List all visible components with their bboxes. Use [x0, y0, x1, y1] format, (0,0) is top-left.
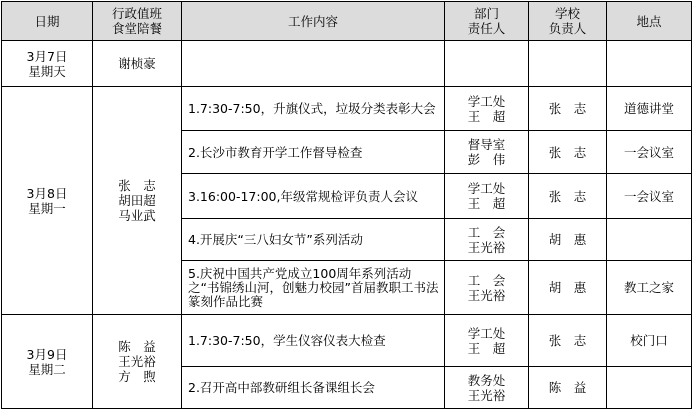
work-cell: 2.长沙市教育开学工作督导检查 [182, 131, 445, 174]
header-school: 学校 负责人 [529, 2, 607, 41]
school-cell: 陈 益 [529, 367, 607, 409]
header-date: 日期 [2, 2, 93, 41]
duty-cell: 陈 益 王光裕 方 煦 [93, 315, 182, 409]
header-place: 地点 [607, 2, 692, 41]
header-duty: 行政值班 食堂陪餐 [93, 2, 182, 41]
dept-cell-empty [445, 41, 529, 87]
place-cell: 教工之家 [607, 261, 692, 315]
place-cell: 校门口 [607, 315, 692, 367]
date-cell: 3月7日 星期天 [2, 41, 93, 87]
school-cell: 胡 惠 [529, 261, 607, 315]
work-cell: 5.庆祝中国共产党成立100周年系列活动之“书锦绣山河，创魅力校园”首届教职工书法篆刻作品比赛 [182, 261, 445, 315]
work-cell: 1.7:30-7:50，学生仪容仪表大检查 [182, 315, 445, 367]
place-cell-empty [607, 41, 692, 87]
work-cell: 4.开展庆“三八妇女节”系列活动 [182, 219, 445, 261]
school-cell-empty [529, 41, 607, 87]
header-work: 工作内容 [182, 2, 445, 41]
place-cell [607, 367, 692, 409]
school-cell: 张 志 [529, 131, 607, 174]
table-row [2, 315, 692, 367]
place-cell: 一会议室 [607, 174, 692, 219]
schedule-table [1, 1, 692, 409]
table-row [2, 87, 692, 131]
dept-cell: 学工处 王 超 [445, 315, 529, 367]
school-cell: 张 志 [529, 315, 607, 367]
date-cell: 3月9日 星期二 [2, 315, 93, 409]
header-dept: 部门 责任人 [445, 2, 529, 41]
place-cell: 道德讲堂 [607, 87, 692, 131]
dept-cell: 教务处 王光裕 [445, 367, 529, 409]
dept-cell: 学工处 王 超 [445, 174, 529, 219]
school-cell: 胡 惠 [529, 219, 607, 261]
work-cell: 2.召开高中部教研组长备课组长会 [182, 367, 445, 409]
dept-cell: 学工处 王 超 [445, 87, 529, 131]
work-cell: 1.7:30-7:50，升旗仪式，垃圾分类表彰大会 [182, 87, 445, 131]
dept-cell: 工 会 王光裕 [445, 261, 529, 315]
table-row [2, 41, 692, 87]
work-cell-empty [182, 41, 445, 87]
dept-cell: 督导室 彭 伟 [445, 131, 529, 174]
school-cell: 张 志 [529, 87, 607, 131]
duty-cell: 张 志 胡田超 马业武 [93, 87, 182, 315]
dept-cell: 工 会 王光裕 [445, 219, 529, 261]
school-cell: 张 志 [529, 174, 607, 219]
work-cell: 3.16:00-17:00,年级常规检评负责人会议 [182, 174, 445, 219]
date-cell: 3月8日 星期一 [2, 87, 93, 315]
header-row [2, 2, 692, 41]
duty-cell: 谢桢豪 [93, 41, 182, 87]
place-cell [607, 219, 692, 261]
place-cell: 一会议室 [607, 131, 692, 174]
